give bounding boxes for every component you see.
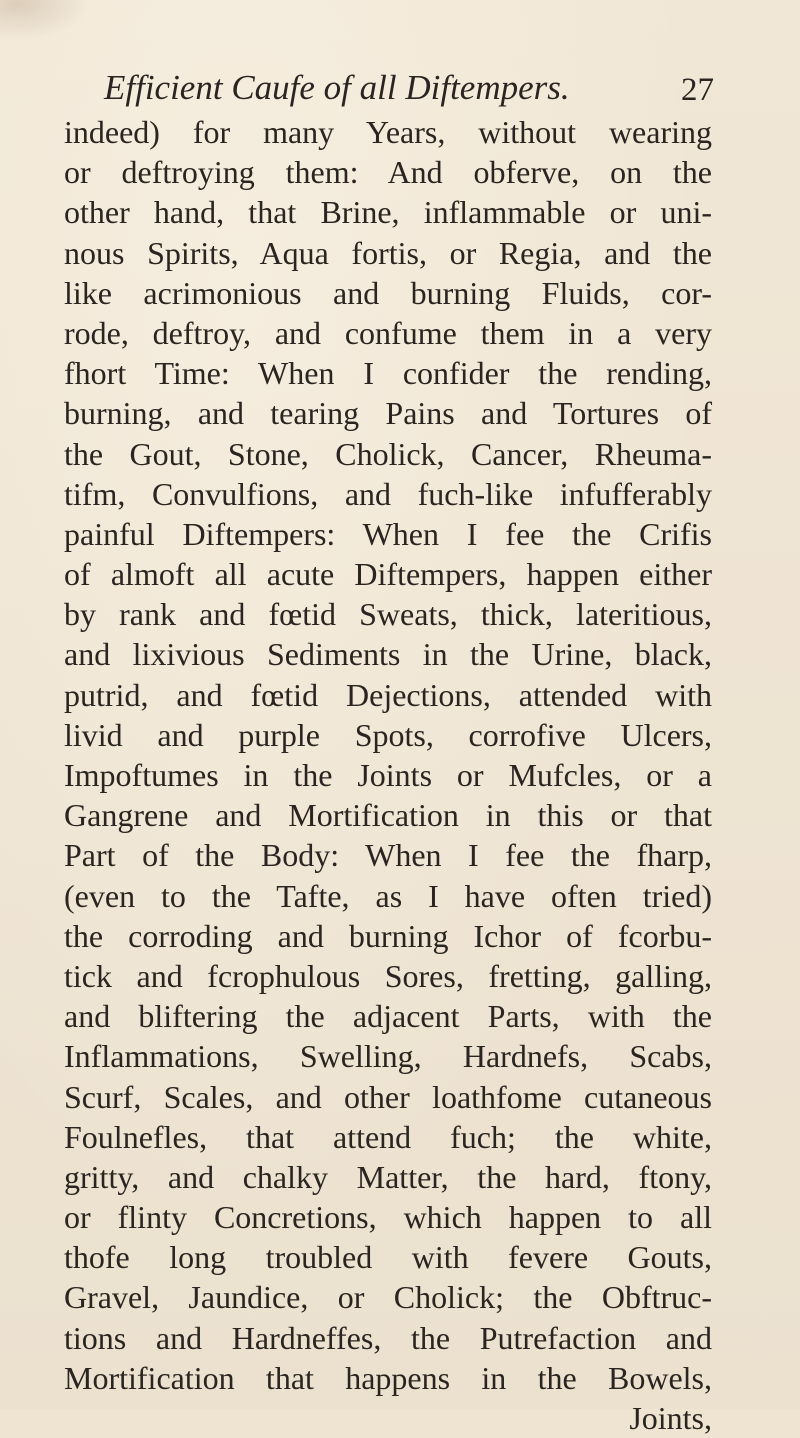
corner-stain — [0, 0, 90, 40]
text-line: Impoftumes in the Joints or Mufcles, or a — [64, 757, 712, 793]
text-line: thofe long troubled with fevere Gouts, — [64, 1239, 712, 1276]
text-line: Gravel, Jaundice, or Cholick; the Obftruc- — [64, 1279, 712, 1316]
text-line: (even to the Tafte, as I have often tried) — [64, 877, 712, 914]
text-line: nous Spirits, Aqua fortis, or Regia, and the — [64, 234, 712, 271]
text-line: or flinty Concretions, which happen to all — [64, 1199, 712, 1236]
text-line: painful Diftempers: When I fee the Crifis — [64, 515, 712, 552]
catchword: Joints, — [629, 1400, 712, 1436]
text-line: Part of the Body: When I fee the fharp, — [64, 837, 712, 874]
text-line: or deftroying them: And obferve, on the — [64, 154, 712, 191]
text-line: tifm, Convulfions, and fuch-like infufferably — [64, 475, 712, 512]
text-line: Scurf, Scales, and other loathfome cutaneous — [64, 1078, 712, 1115]
text-line: the corroding and burning Ichor of fcorbu- — [64, 917, 712, 954]
text-line: tick and fcrophulous Sores, fretting, galling, — [64, 957, 712, 994]
text-line: of almoft all acute Diftempers, happen either — [64, 556, 712, 593]
body-text — [64, 112, 712, 1438]
text-line: putrid, and fœtid Dejections, attended with — [64, 676, 712, 713]
page-number: 27 — [681, 72, 714, 108]
text-line: rode, deftroy, and confume them in a very — [64, 314, 712, 351]
text-line: fhort Time: When I confider the rending, — [64, 355, 712, 392]
text-line: indeed) for many Years, without wearing — [64, 114, 712, 150]
text-line: the Gout, Stone, Cholick, Cancer, Rheuma- — [64, 435, 712, 472]
text-line: Inflammations, Swelling, Hardnefs, Scabs, — [64, 1038, 712, 1075]
text-line: and lixivious Sediments in the Urine, black, — [64, 636, 712, 673]
text-line: tions and Hardneffes, the Putrefaction and — [64, 1319, 712, 1356]
text-line: Gangrene and Mortification in this or that — [64, 797, 712, 834]
text-line: and bliftering the adjacent Parts, with the — [64, 998, 712, 1035]
running-head: Efficient Caufe of all Diftempers. — [104, 68, 570, 107]
text-line: like acrimonious and burning Fluids, cor- — [64, 274, 712, 311]
text-line: livid and purple Spots, corrofive Ulcers, — [64, 716, 712, 753]
text-line: by rank and fœtid Sweats, thick, lateritious, — [64, 596, 712, 633]
text-line: Foulnefles, that attend fuch; the white, — [64, 1118, 712, 1155]
text-line: burning, and tearing Pains and Tortures of — [64, 395, 712, 432]
text-line: other hand, that Brine, inflammable or uni- — [64, 194, 712, 231]
text-line: Mortification that happens in the Bowels, — [64, 1359, 712, 1396]
text-line: gritty, and chalky Matter, the hard, ftony, — [64, 1158, 712, 1195]
